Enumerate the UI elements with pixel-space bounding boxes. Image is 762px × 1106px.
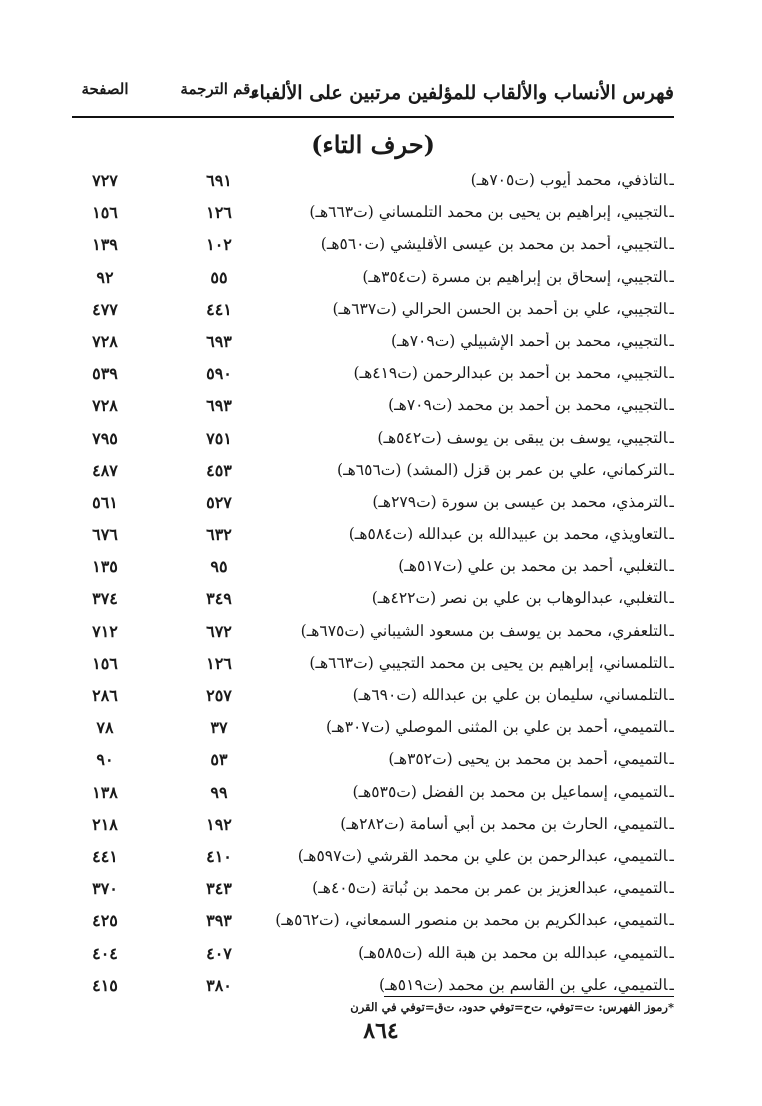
translation-number: ٤٤١ bbox=[206, 299, 232, 319]
page-reference: ٧٩٥ bbox=[92, 428, 118, 448]
entry-label: التركماني، علي بن عمر بن قزل (المشد) (ت٦٥٦هـ) bbox=[337, 460, 668, 479]
index-row bbox=[72, 780, 674, 812]
index-entry-text bbox=[272, 461, 674, 479]
translation-number: ١٠٢ bbox=[206, 235, 232, 255]
translation-number: ٩٥ bbox=[210, 557, 228, 577]
entry-dash: ـ bbox=[669, 492, 674, 511]
page-reference: ٥٣٩ bbox=[92, 364, 118, 384]
index-entry-text bbox=[272, 654, 674, 672]
translation-number: ٣٨٠ bbox=[206, 975, 232, 995]
index-entry-text bbox=[272, 557, 674, 575]
translation-number: ٩٩ bbox=[210, 782, 228, 802]
index-row bbox=[72, 812, 674, 844]
entry-dash: ـ bbox=[669, 653, 674, 672]
index-entry-text bbox=[272, 203, 674, 221]
entry-dash: ـ bbox=[669, 267, 674, 286]
column-header-page: الصفحة bbox=[81, 80, 129, 98]
page-reference: ١٣٨ bbox=[92, 782, 118, 802]
translation-number: ٥٩٠ bbox=[206, 364, 232, 384]
entry-dash: ـ bbox=[669, 203, 674, 222]
translation-number: ٥٥ bbox=[210, 267, 228, 287]
page-reference: ٤٠٤ bbox=[92, 943, 118, 963]
entry-dash: ـ bbox=[669, 911, 674, 930]
index-title: فهرس الأنساب والألقاب للمؤلفين مرتبين على الألفباء bbox=[250, 82, 674, 104]
page-reference: ٤٧٧ bbox=[92, 299, 118, 319]
index-row bbox=[72, 651, 674, 683]
index-row bbox=[72, 361, 674, 393]
section-title: (حرف التاء) bbox=[311, 130, 435, 159]
page-reference: ٧١٢ bbox=[92, 621, 118, 641]
page-reference: ٧٢٨ bbox=[92, 331, 118, 351]
page-reference: ٣٧٠ bbox=[92, 879, 118, 899]
entry-label: التلعفري، محمد بن يوسف بن مسعود الشيباني (ت٦٧٥هـ) bbox=[300, 621, 668, 640]
entry-dash: ـ bbox=[669, 686, 674, 704]
page-reference: ٩٠ bbox=[96, 750, 114, 770]
index-row bbox=[72, 232, 674, 264]
index-row bbox=[72, 522, 674, 554]
index-entry-text bbox=[272, 847, 674, 865]
entry-dash: ـ bbox=[669, 589, 674, 608]
footnote-divider bbox=[384, 996, 674, 997]
entry-label: التجيبي، علي بن أحمد بن الحسن الحرالي (ت٦٣٧هـ) bbox=[332, 299, 668, 318]
index-entry-text bbox=[272, 976, 674, 994]
translation-number: ١٩٢ bbox=[206, 814, 232, 834]
page-reference: ٤١٥ bbox=[92, 975, 118, 995]
index-entry-text bbox=[272, 589, 674, 607]
page-reference: ١٣٥ bbox=[92, 557, 118, 577]
entry-dash: ـ bbox=[669, 299, 674, 318]
index-row bbox=[72, 715, 674, 747]
index-entry-text bbox=[272, 268, 674, 286]
entry-label: التميمي، عبدالعزيز بن عمر بن محمد بن نُباتة (ت٤٠٥هـ) bbox=[312, 879, 668, 898]
entry-label: التميمي، عبدالكريم بن محمد بن منصور السمعاني، (ت٥٦٢هـ) bbox=[275, 911, 668, 930]
index-entry-text bbox=[272, 493, 674, 511]
translation-number: ٦٩١ bbox=[206, 171, 232, 190]
page-reference: ١٥٦ bbox=[92, 653, 118, 673]
entry-dash: ـ bbox=[669, 171, 674, 189]
entry-label: التميمي، إسماعيل بن محمد بن الفضل (ت٥٣٥هـ) bbox=[352, 782, 668, 801]
page-header bbox=[72, 78, 674, 118]
entry-label: التميمي، أحمد بن محمد بن يحيى (ت٣٥٢هـ) bbox=[388, 750, 668, 769]
page-reference: ٥٦١ bbox=[92, 492, 118, 512]
page-reference: ٤٢٥ bbox=[92, 911, 118, 931]
page-reference: ٣٧٤ bbox=[92, 589, 118, 609]
entry-dash: ـ bbox=[669, 428, 674, 447]
index-row bbox=[72, 329, 674, 361]
translation-number: ٣٤٩ bbox=[206, 589, 232, 609]
page-reference: ٧٢٧ bbox=[92, 171, 118, 190]
index-row bbox=[72, 941, 674, 973]
entry-label: التاذفي، محمد أيوب (ت٧٠٥هـ) bbox=[470, 171, 668, 189]
entry-dash: ـ bbox=[669, 364, 674, 383]
translation-number: ٣٧ bbox=[210, 718, 228, 738]
page-reference: ٤٤١ bbox=[92, 846, 118, 866]
index-list bbox=[72, 168, 674, 1005]
translation-number: ٦٣٢ bbox=[206, 525, 232, 545]
entry-dash: ـ bbox=[669, 718, 674, 737]
entry-dash: ـ bbox=[669, 879, 674, 898]
entry-label: التميمي، أحمد بن علي بن المثنى الموصلي (ت٣٠٧هـ) bbox=[325, 718, 668, 737]
translation-number: ٣٩٣ bbox=[206, 911, 232, 931]
index-row bbox=[72, 908, 674, 940]
translation-number: ١٢٦ bbox=[206, 653, 232, 673]
index-entry-text bbox=[272, 622, 674, 640]
entry-dash: ـ bbox=[669, 557, 674, 576]
page-reference: ٤٨٧ bbox=[92, 460, 118, 480]
index-entry-text bbox=[272, 686, 674, 704]
index-entry-text bbox=[272, 429, 674, 447]
entry-dash: ـ bbox=[669, 235, 674, 254]
translation-number: ٦٩٣ bbox=[206, 331, 232, 351]
translation-number: ٤٠٧ bbox=[206, 943, 232, 963]
index-entry-text bbox=[272, 235, 674, 253]
entry-label: التميمي، علي بن القاسم بن محمد (ت٥١٩هـ) bbox=[379, 975, 668, 994]
entry-label: التلمساني، إبراهيم بن يحيى بن محمد التجيبي (ت٦٦٣هـ) bbox=[309, 653, 668, 672]
index-entry-text bbox=[272, 879, 674, 897]
index-entry-text bbox=[272, 911, 674, 929]
index-row bbox=[72, 168, 674, 200]
index-row bbox=[72, 490, 674, 522]
index-entry-text bbox=[272, 300, 674, 318]
page-reference: ٢١٨ bbox=[92, 814, 118, 834]
entry-dash: ـ bbox=[669, 846, 674, 865]
index-row bbox=[72, 619, 674, 651]
entry-label: التغلبي، أحمد بن محمد بن علي (ت٥١٧هـ) bbox=[398, 557, 668, 576]
entry-dash: ـ bbox=[669, 396, 674, 415]
entry-dash: ـ bbox=[669, 975, 674, 994]
entry-label: التجيبي، إسحاق بن إبراهيم بن مسرة (ت٣٥٤هـ) bbox=[362, 267, 668, 286]
index-entry-text bbox=[272, 332, 674, 350]
entry-dash: ـ bbox=[669, 525, 674, 544]
translation-number: ٧٥١ bbox=[206, 428, 232, 448]
entry-label: التلمساني، سليمان بن علي بن عبدالله (ت٦٩٠هـ) bbox=[352, 686, 668, 704]
entry-dash: ـ bbox=[669, 782, 674, 801]
entry-label: التجيبي، محمد بن أحمد بن محمد (ت٧٠٩هـ) bbox=[388, 396, 668, 415]
entry-dash: ـ bbox=[669, 460, 674, 479]
translation-number: ٦٩٣ bbox=[206, 396, 232, 416]
entry-label: الترمذي، محمد بن عيسى بن سورة (ت٢٧٩هـ) bbox=[372, 492, 668, 511]
translation-number: ٢٥٧ bbox=[206, 686, 232, 705]
index-row bbox=[72, 393, 674, 425]
index-row bbox=[72, 844, 674, 876]
index-row bbox=[72, 200, 674, 232]
entry-label: التميمي، عبدالله بن محمد بن هبة الله (ت٥٨٥هـ) bbox=[358, 943, 668, 962]
entry-dash: ـ bbox=[669, 750, 674, 769]
entry-label: التعاويذي، محمد بن عبيدالله بن عبدالله (ت٥٨٤هـ) bbox=[348, 525, 668, 544]
entry-dash: ـ bbox=[669, 943, 674, 962]
entry-label: التجيبي، يوسف بن يبقى بن يوسف (ت٥٤٢هـ) bbox=[377, 428, 668, 447]
page-reference: ٩٢ bbox=[96, 267, 114, 287]
entry-label: التجيبي، إبراهيم بن يحيى بن محمد التلمساني (ت٦٦٣هـ) bbox=[309, 203, 668, 222]
header-divider bbox=[72, 116, 674, 118]
translation-number: ٦٧٢ bbox=[206, 621, 232, 641]
translation-number: ٤١٠ bbox=[206, 846, 232, 866]
translation-number: ٥٢٧ bbox=[206, 492, 232, 512]
entry-dash: ـ bbox=[669, 621, 674, 640]
index-entry-text bbox=[272, 783, 674, 801]
entry-label: التميمي، الحارث بن محمد بن أبي أسامة (ت٢٨٢هـ) bbox=[340, 814, 668, 833]
entry-label: التجيبي، أحمد بن محمد بن عيسى الأقليشي (ت٥٦٠هـ) bbox=[320, 235, 668, 254]
page-reference: ١٣٩ bbox=[92, 235, 118, 255]
page-reference: ٢٨٦ bbox=[92, 686, 118, 705]
index-row bbox=[72, 683, 674, 715]
translation-number: ٣٤٣ bbox=[206, 879, 232, 899]
entry-label: التجيبي، محمد بن أحمد بن عبدالرحمن (ت٤١٩هـ) bbox=[353, 364, 668, 383]
page-number: ٨٦٤ bbox=[363, 1018, 399, 1044]
page-reference: ٧٨ bbox=[96, 718, 114, 738]
index-row bbox=[72, 458, 674, 490]
index-row bbox=[72, 747, 674, 779]
index-entry-text bbox=[272, 364, 674, 382]
translation-number: ١٢٦ bbox=[206, 203, 232, 223]
index-row bbox=[72, 297, 674, 329]
entry-label: التجيبي، محمد بن أحمد الإشبيلي (ت٧٠٩هـ) bbox=[390, 331, 668, 350]
index-row bbox=[72, 586, 674, 618]
entry-label: التغلبي، عبدالوهاب بن علي بن نصر (ت٤٢٢هـ) bbox=[371, 589, 668, 608]
index-entry-text bbox=[272, 944, 674, 962]
index-row bbox=[72, 876, 674, 908]
index-row bbox=[72, 426, 674, 458]
index-entry-text bbox=[272, 171, 674, 189]
footnote: *رموز الفهرس: ت=توفي، ت‌ح=توفي حدود، ت‌ق=توفي في القرن bbox=[350, 1000, 674, 1014]
page-reference: ٦٧٦ bbox=[92, 525, 118, 545]
index-row bbox=[72, 554, 674, 586]
page-reference: ١٥٦ bbox=[92, 203, 118, 223]
translation-number: ٤٥٣ bbox=[206, 460, 232, 480]
entry-dash: ـ bbox=[669, 814, 674, 833]
translation-number: ٥٣ bbox=[210, 750, 228, 770]
index-entry-text bbox=[272, 718, 674, 736]
page-reference: ٧٢٨ bbox=[92, 396, 118, 416]
index-entry-text bbox=[272, 525, 674, 543]
entry-label: التميمي، عبدالرحمن بن علي بن محمد القرشي (ت٥٩٧هـ) bbox=[297, 846, 668, 865]
index-entry-text bbox=[272, 396, 674, 414]
column-header-translation-number: رقم الترجمة bbox=[180, 80, 258, 98]
index-row bbox=[72, 265, 674, 297]
index-entry-text bbox=[272, 815, 674, 833]
entry-dash: ـ bbox=[669, 331, 674, 350]
index-entry-text bbox=[272, 750, 674, 768]
